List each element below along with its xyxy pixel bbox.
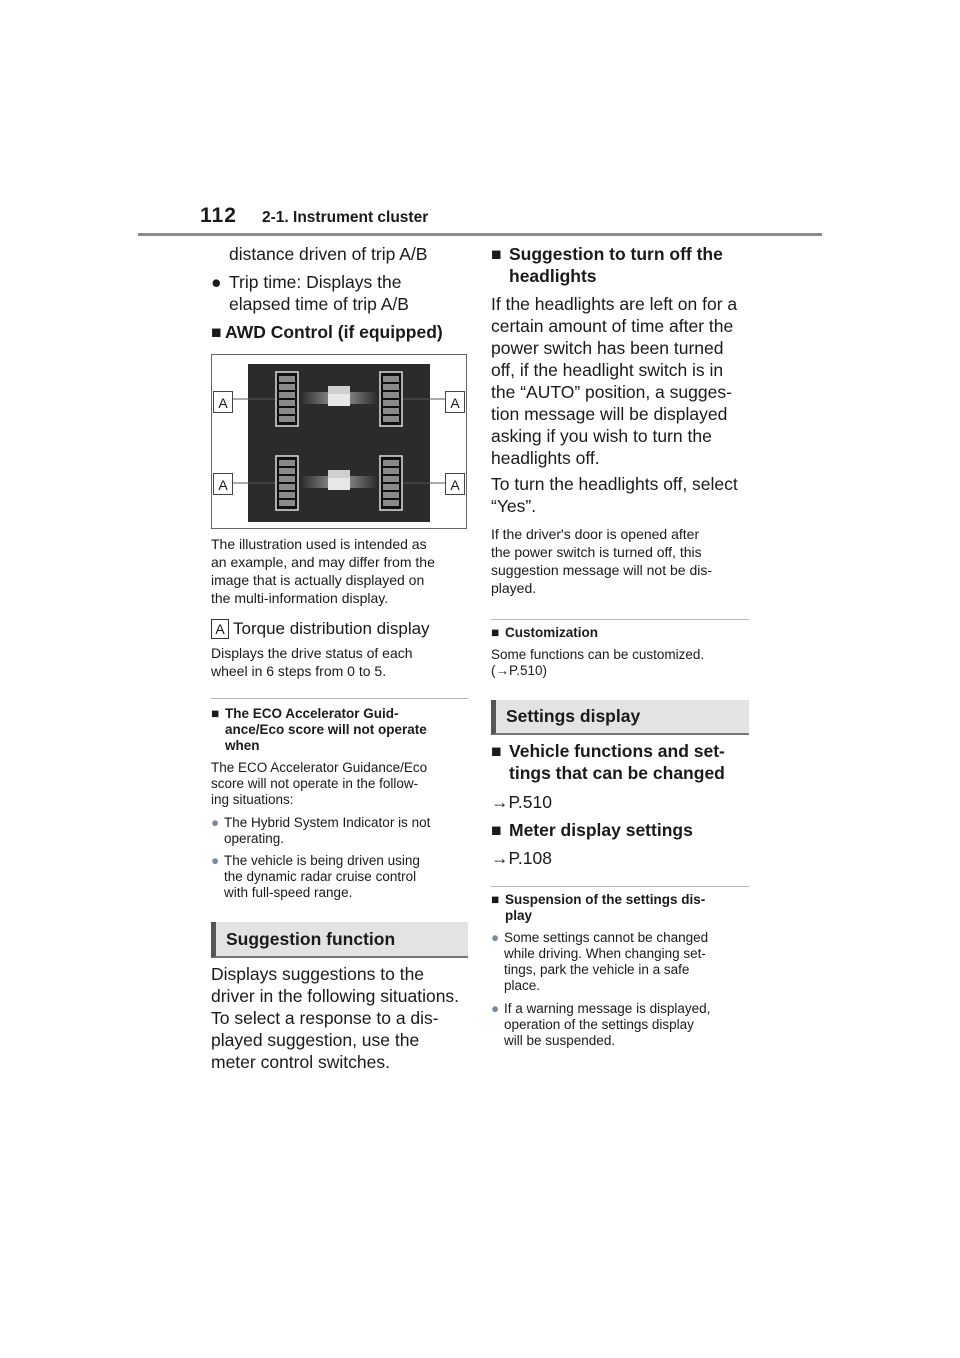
eco-bullet-line: The Hybrid System Indicator is not: [224, 815, 431, 830]
meter-display-page-link[interactable]: →P.108: [491, 848, 552, 868]
torque-description: [211, 644, 413, 680]
door-note: [491, 525, 712, 597]
page-number: 112: [200, 204, 237, 227]
trip-time-line2: elapsed time of trip A/B: [229, 294, 409, 314]
callout-a-front-left: A: [213, 391, 233, 413]
eco-bullet-line: with full-speed range.: [224, 885, 353, 900]
headlights-body-line: off, if the headlight switch is in: [491, 360, 724, 380]
callout-a-rear-right: A: [445, 473, 465, 495]
headlights-body: [491, 293, 737, 469]
eco-heading-line: when: [225, 738, 260, 753]
divider: [211, 698, 468, 699]
trip-distance-continuation: distance driven of trip A/B: [229, 244, 428, 264]
wheel-meter-front-left: [276, 372, 298, 426]
suspension-bullet-line: will be suspended.: [504, 1033, 616, 1048]
headlights-body-line: asking if you wish to turn the: [491, 426, 712, 446]
suggestion-body-line: driver in the following situations.: [211, 986, 460, 1006]
eco-heading: [211, 706, 427, 754]
circle-bullet-icon: ●: [211, 815, 220, 830]
torque-desc-line: Displays the drive status of each: [211, 645, 413, 661]
vehicle-functions-page-link[interactable]: →P.510: [491, 792, 552, 812]
turn-off-line: To turn the headlights off, select: [491, 474, 738, 494]
meter-display-heading: [491, 819, 693, 841]
headlights-body-line: If the headlights are left on for a: [491, 294, 738, 314]
eco-bullet-1: [211, 815, 430, 847]
torque-label-row: [211, 619, 430, 639]
awd-illustration: [211, 354, 467, 529]
illustration-caption: [211, 535, 471, 607]
suspension-bullet-line: tings, park the vehicle in a safe: [504, 962, 690, 977]
circle-bullet-icon: ●: [491, 930, 500, 945]
customization-body: [491, 647, 704, 679]
trip-time-line1: Trip time: Displays the: [229, 272, 402, 292]
suspension-bullet-1: [491, 930, 708, 994]
suspension-bullet-line: If a warning message is displayed,: [504, 1001, 711, 1016]
eco-heading-line: The ECO Accelerator Guid-: [225, 706, 399, 721]
eco-intro-line: score will not operate in the follow-: [211, 776, 419, 791]
headlights-body-line: power switch has been turned: [491, 338, 724, 358]
bullet-dot-icon: ●: [211, 272, 222, 292]
customization-heading: [491, 625, 598, 641]
headlights-heading-line: headlights: [509, 266, 597, 286]
square-bullet-icon: ■: [491, 892, 500, 907]
header-rule: [138, 233, 822, 236]
suspension-heading: [491, 892, 705, 924]
suspension-bullet-line: place.: [504, 978, 541, 993]
suggestion-body-line: To select a response to a dis-: [211, 1008, 439, 1028]
door-note-line: played.: [491, 580, 537, 596]
awd-heading-text: AWD Control (if equipped): [225, 322, 443, 342]
caption-line: the multi-information display.: [211, 590, 389, 606]
suggestion-body-line: Displays suggestions to the: [211, 964, 425, 984]
circle-bullet-icon: ●: [211, 853, 220, 868]
caption-line: an example, and may differ from the: [211, 554, 435, 570]
divider: [491, 619, 749, 620]
suspension-heading-line: play: [505, 908, 533, 923]
eco-intro-line: The ECO Accelerator Guidance/Eco: [211, 760, 428, 775]
square-bullet-icon: ■: [211, 706, 220, 721]
section-title: 2-1. Instrument cluster: [262, 209, 429, 226]
divider: [491, 886, 749, 887]
suggestion-body: [211, 963, 459, 1073]
square-bullet-icon: ■: [491, 625, 500, 640]
headlights-heading: [491, 243, 723, 287]
wheel-meter-front-right: [380, 372, 402, 426]
vehicle-heading-line: tings that can be changed: [509, 763, 725, 783]
square-bullet-icon: ■: [491, 741, 502, 761]
suggestion-body-line: played suggestion, use the: [211, 1030, 420, 1050]
headlights-body-line: tion message will be displayed: [491, 404, 728, 424]
suspension-bullet-line: operation of the settings display: [504, 1017, 694, 1032]
eco-bullet-line: operating.: [224, 831, 285, 846]
caption-line: image that is actually displayed on: [211, 572, 425, 588]
door-note-line: the power switch is turned off, this: [491, 544, 702, 560]
callout-a-rear-left: A: [213, 473, 233, 495]
vehicle-functions-heading: [491, 740, 725, 784]
circle-bullet-icon: ●: [491, 1001, 500, 1016]
door-note-line: suggestion message will not be dis-: [491, 562, 713, 578]
callout-a-badge: A: [211, 619, 229, 639]
eco-bullet-line: the dynamic radar cruise control: [224, 869, 417, 884]
headlights-body-line: certain amount of time after the: [491, 316, 734, 336]
suggestion-body-line: meter control switches.: [211, 1052, 390, 1072]
eco-intro-line: ing situations:: [211, 792, 294, 807]
eco-bullet-2: [211, 853, 420, 901]
customization-line: Some functions can be customized.: [491, 647, 705, 662]
headlights-heading-line: Suggestion to turn off the: [509, 244, 723, 264]
eco-bullet-line: The vehicle is being driven using: [224, 853, 420, 868]
torque-label: Torque distribution display: [233, 619, 430, 638]
caption-line: The illustration used is intended as: [211, 536, 427, 552]
headlights-body-line: headlights off.: [491, 448, 600, 468]
turn-off-instructions: [491, 473, 738, 517]
suspension-bullet-line: while driving. When changing set-: [504, 946, 706, 961]
customization-page-link[interactable]: (→P.510): [491, 663, 548, 678]
callout-a-front-right: A: [445, 391, 465, 413]
suspension-bullet-line: Some settings cannot be changed: [504, 930, 709, 945]
settings-display-heading: Settings display: [491, 700, 749, 735]
meter-heading-text: Meter display settings: [509, 820, 693, 840]
trip-time-bullet: [211, 271, 409, 315]
wheel-meter-rear-right: [380, 456, 402, 510]
door-note-line: If the driver's door is opened after: [491, 526, 700, 542]
eco-heading-line: ance/Eco score will not operate: [225, 722, 427, 737]
suggestion-function-heading: Suggestion function: [211, 922, 468, 958]
turn-off-line: “Yes”.: [491, 496, 537, 516]
square-bullet-icon: ■: [491, 244, 502, 264]
torque-desc-line: wheel in 6 steps from 0 to 5.: [211, 663, 387, 679]
square-bullet-icon: ■: [491, 820, 502, 840]
eco-intro: [211, 760, 427, 808]
square-bullet-icon: ■: [211, 322, 222, 342]
awd-heading: [211, 321, 443, 343]
suspension-heading-line: Suspension of the settings dis-: [505, 892, 706, 907]
headlights-body-line: the “AUTO” position, a sugges-: [491, 382, 732, 402]
suspension-bullet-2: [491, 1001, 710, 1049]
vehicle-heading-line: Vehicle functions and set-: [509, 741, 725, 761]
wheel-meter-rear-left: [276, 456, 298, 510]
customization-heading-text: Customization: [505, 625, 598, 640]
awd-torque-graphic: [212, 355, 466, 528]
